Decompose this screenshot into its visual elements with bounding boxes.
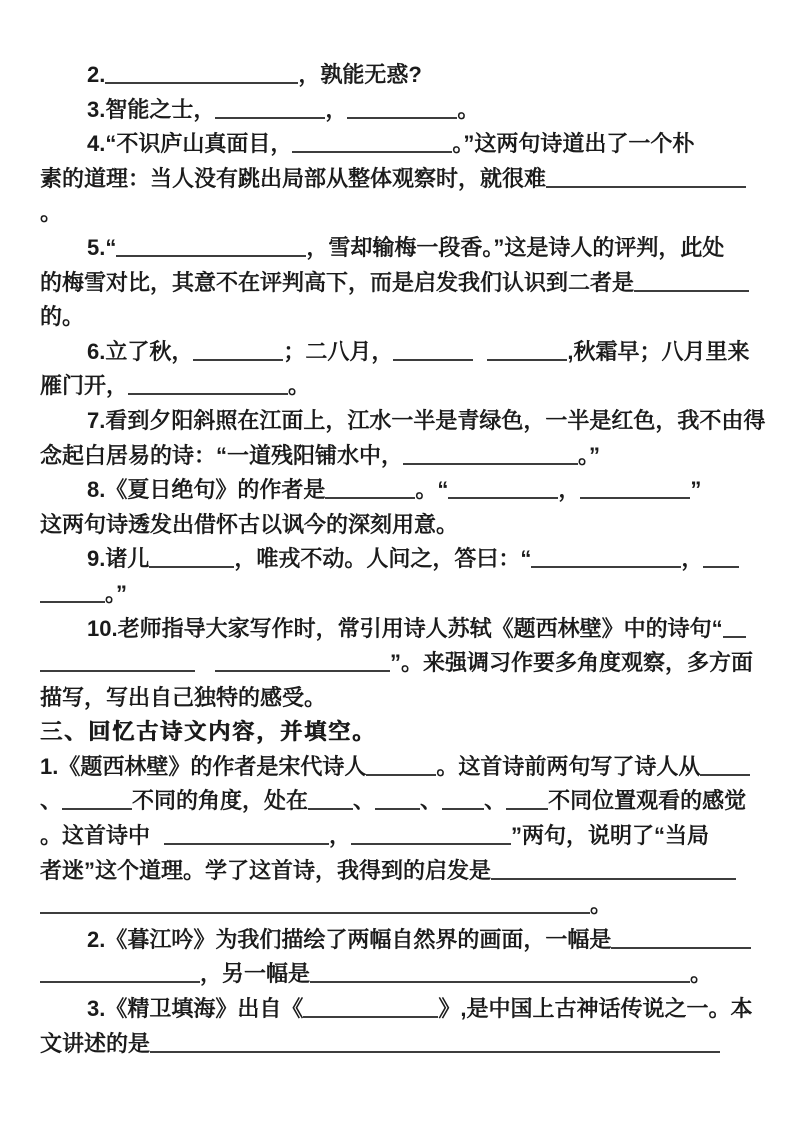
line-text: 9.诸儿 (87, 546, 150, 572)
blank-underline (351, 825, 511, 845)
line-text: 1.《题西林壁》的作者是宋代诗人 (40, 753, 367, 779)
line-text: 念起白居易的诗：“一道残阳铺水中， (40, 442, 404, 468)
text-line (40, 58, 763, 93)
line-text: ，雪却输梅一段香。”这是诗人的评判，此处 (306, 234, 725, 260)
text-line (40, 231, 763, 266)
line-text: 。 (690, 961, 713, 987)
blank-underline (634, 272, 749, 292)
blank-underline (62, 790, 132, 810)
text-line (40, 473, 763, 508)
line-text: 8.《夏日绝句》的作者是 (87, 477, 326, 503)
line-text: ”。来强调习作要多角度观察，多方面 (390, 650, 754, 676)
line-text: 。 (590, 892, 613, 918)
line-text: 、 (484, 788, 507, 814)
text-line (40, 992, 763, 1027)
line-text: ，孰能无惑? (298, 62, 422, 87)
line-text: 3.《精卫填海》出自《 (87, 996, 304, 1022)
blank-underline (40, 652, 195, 672)
line-text: 、 (40, 788, 63, 814)
line-text: 3.智能之士， (87, 96, 216, 122)
blank-underline (292, 133, 452, 153)
blank-underline (128, 375, 288, 395)
text-line (40, 542, 763, 577)
line-text: 。这首诗前两句写了诗人从 (436, 753, 701, 779)
blank-underline (506, 790, 548, 810)
blank-underline (580, 479, 690, 499)
text-line (40, 750, 763, 785)
text-line (40, 93, 763, 128)
blank-underline (325, 479, 415, 499)
line-text: 的。 (40, 304, 85, 330)
line-text: 》,是中国上古神话传说之一。本 (438, 996, 753, 1022)
blank-underline (448, 479, 558, 499)
line-text: ；二八月， (283, 338, 394, 364)
blank-underline (703, 548, 739, 568)
blank-underline (366, 756, 436, 776)
text-line (40, 888, 763, 923)
blank-underline (105, 64, 298, 84)
text-line (40, 369, 763, 404)
line-text: ” (690, 477, 702, 503)
line-text: 、 (420, 788, 443, 814)
blank-underline (215, 99, 325, 119)
blank-underline (393, 341, 473, 361)
line-text: ， (558, 477, 581, 503)
line-text: 10.老师指导大家写作时，常引用诗人苏轼《题西林壁》中的诗句“ (87, 615, 723, 641)
line-text: 素的道理：当人没有跳出局部从整体观察时，就很难 (40, 165, 547, 191)
text-line (40, 508, 763, 543)
line-text: 5.“ (87, 234, 117, 260)
line-text: 。 (40, 200, 63, 226)
blank-underline (40, 583, 105, 603)
line-text: 、 (353, 788, 376, 814)
text-line (40, 335, 763, 370)
blank-underline (491, 860, 736, 880)
blank-underline (193, 341, 283, 361)
blank-underline (116, 237, 306, 257)
text-line (40, 612, 763, 647)
text-line (40, 404, 766, 439)
blank-underline (347, 99, 457, 119)
text-line (40, 439, 763, 474)
line-text: ， (325, 96, 348, 122)
blank-underline (723, 618, 746, 638)
blank-underline (442, 790, 484, 810)
line-text: 。” (105, 580, 128, 606)
blank-underline (40, 894, 590, 914)
line-text: ，另一幅是 (200, 961, 311, 987)
line-text: ， (681, 546, 704, 572)
line-text: 描写，写出自己独特的感受。 (40, 684, 327, 710)
text-line (40, 162, 763, 197)
text-line (40, 854, 763, 889)
line-text: 6.立了秋， (87, 338, 194, 364)
line-text: 7.看到夕阳斜照在江面上，江水一半是青绿色，一半是红色，我不由得 (87, 407, 766, 433)
text-line (40, 127, 763, 162)
line-text: 雁门开， (40, 373, 129, 399)
text-line (40, 923, 763, 958)
blank-underline (310, 963, 690, 983)
blank-underline (375, 790, 420, 810)
line-text: 文讲述的是 (40, 1030, 151, 1056)
line-text: ,秋霜早；八月里来 (567, 338, 750, 364)
line-text: ，唯戎不动。人问之，答曰：“ (234, 546, 532, 572)
blank-underline (700, 756, 750, 776)
line-text: 。这首诗中 (40, 823, 151, 849)
text-line (40, 1027, 763, 1062)
blank-underline (149, 548, 234, 568)
text-line (40, 266, 763, 301)
line-text: 。“ (415, 477, 449, 503)
blank-underline (215, 652, 390, 672)
line-text: 4.“不识庐山真面目， (87, 131, 293, 157)
blank-underline (531, 548, 681, 568)
line-text: 。 (457, 96, 480, 122)
line-text: 的梅雪对比，其意不在评判高下，而是启发我们认识到二者是 (40, 269, 635, 295)
line-text: 者迷”这个道理。学了这首诗，我得到的启发是 (40, 857, 492, 883)
blank-underline (611, 929, 751, 949)
text-line (40, 819, 763, 854)
blank-underline (150, 1033, 720, 1053)
text-line (40, 646, 763, 681)
text-line (40, 957, 763, 992)
line-text: 不同位置观看的感觉 (548, 788, 747, 814)
blank-underline (303, 998, 438, 1018)
line-text: 2.《暮江吟》为我们描绘了两幅自然界的画面，一幅是 (87, 926, 612, 952)
line-text: 不同的角度，处在 (132, 788, 309, 814)
line-text: 三、回忆古诗文内容，并填空。 (40, 719, 377, 745)
blank-underline (164, 825, 329, 845)
line-text: 。 (288, 373, 311, 399)
line-text: 2. (87, 62, 106, 87)
blank-underline (308, 790, 353, 810)
text-line (40, 300, 763, 335)
line-text: 。” (578, 442, 601, 468)
line-text: 这两句诗透发出借怀古以讽今的深刻用意。 (40, 511, 459, 537)
line-text: ”两句，说明了“当局 (511, 823, 710, 849)
blank-underline (40, 963, 200, 983)
blank-underline (403, 445, 578, 465)
blank-underline (546, 168, 746, 188)
section-heading (40, 715, 763, 750)
text-line (40, 784, 763, 819)
text-line (40, 196, 763, 231)
blank-underline (487, 341, 567, 361)
line-text: ， (329, 823, 352, 849)
text-line (40, 681, 763, 716)
line-text: 。”这两句诗道出了一个朴 (452, 131, 695, 157)
text-line (40, 577, 763, 612)
